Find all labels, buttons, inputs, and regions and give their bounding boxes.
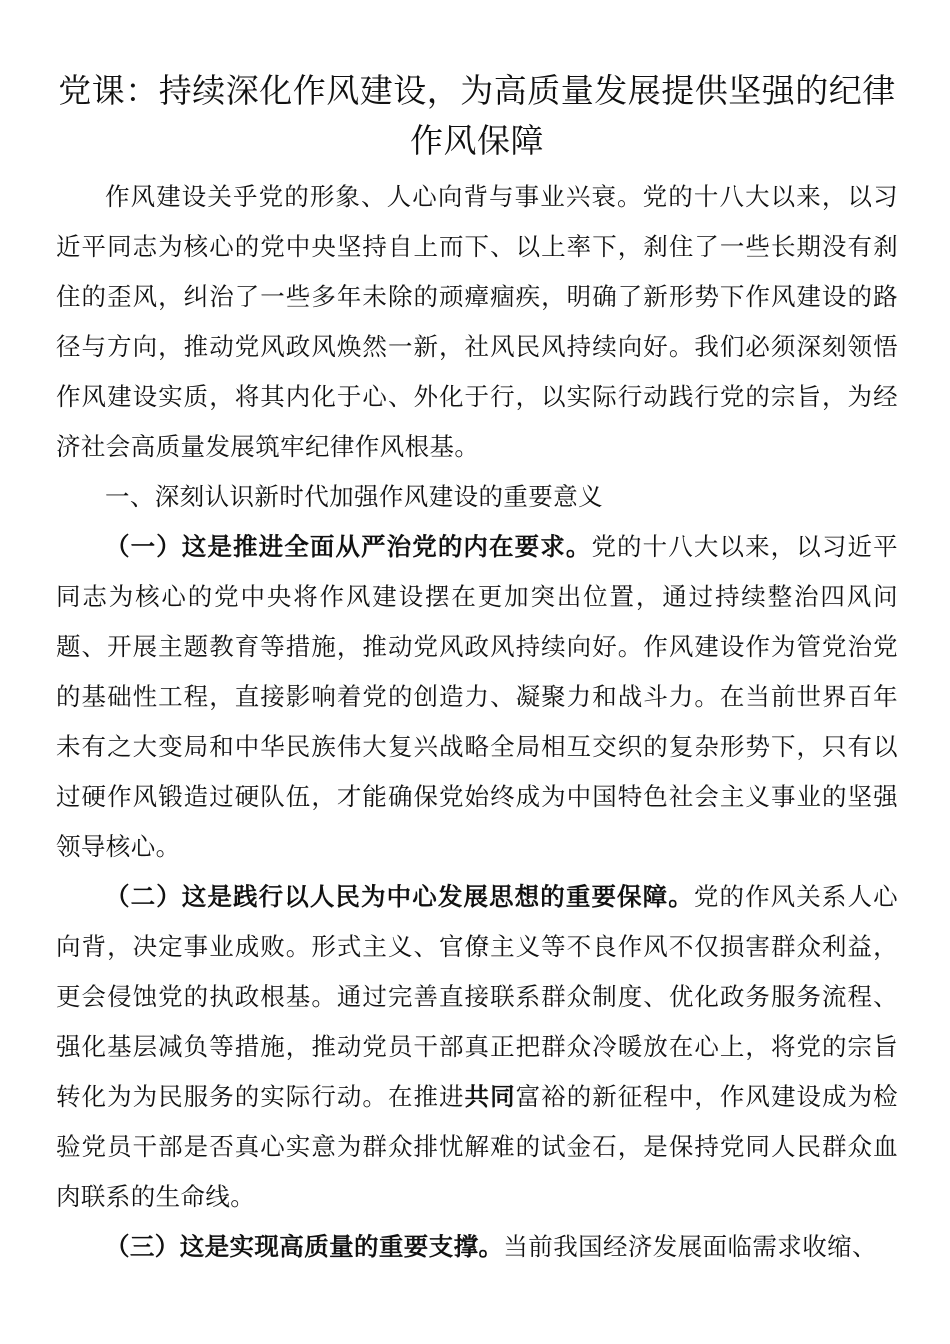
section-heading: 一、深刻认识新时代加强作风建设的重要意义 — [105, 482, 603, 511]
document-title: 党课：持续深化作风建设，为高质量发展提供坚强的纪律作风保障 — [58, 71, 896, 160]
point-1-paragraph — [56, 522, 898, 872]
intro-paragraph: 作风建设关乎党的形象、人心向背与事业兴衰。党的十八大以来，以习近平同志为核心的党中央坚持自上而下、以上率下，刹住了一些长期没有刹住的歪风，纠治了一些多年未除的顽瘴痼疾，明确了新形势下作风建设的路径与方向，推动党风政风焕然一新，社风民风持续向好。我们必须深刻领悟作风建设实质，将其内化于心、外化于行，以实际行动践行党的宗旨，为经济社会高质量发展筑牢纪律作风根基。 — [56, 182, 898, 461]
point-2-paragraph — [56, 872, 898, 1222]
point-3-lead: （三）这是实现高质量的重要支撑。 — [105, 1232, 504, 1261]
point-2-text-b: 富裕的新征程中，作风建设成为检验党员干部是否真心实意为群众排忧解难的试金石，是保持党同人民群众血肉联系的生命线。 — [56, 1082, 898, 1211]
point-1-lead: （一）这是推进全面从严治党的内在要求。 — [105, 532, 592, 561]
document-page — [56, 66, 898, 1272]
point-3-text: 当前我国经济发展面临需求收缩、 — [503, 1232, 877, 1261]
document-body — [56, 172, 898, 1272]
point-2-lead: （二）这是践行以人民为中心发展思想的重要保障。 — [105, 882, 694, 911]
point-1-text: 党的十八大以来，以习近平同志为核心的党中央将作风建设摆在更加突出位置，通过持续整治四风问题、开展主题教育等措施，推动党风政风持续向好。作风建设作为管党治党的基础性工程，直接影响着党的创造力、凝聚力和战斗力。在当前世界百年未有之大变局和中华民族伟大复兴战略全局相互交织的复杂形势下，只有以过硬作风锻造过硬队伍，才能确保党始终成为中国特色社会主义事业的坚强领导核心。 — [56, 532, 898, 861]
point-2-bold-text: 共同 — [464, 1082, 516, 1111]
point-3-paragraph — [56, 1222, 898, 1272]
point-2-text-a: 党的作风关系人心向背，决定事业成败。形式主义、官僚主义等不良作风不仅损害群众利益，更会侵蚀党的执政根基。通过完善直接联系群众制度、优化政务服务流程、强化基层减负等措施，推动党员干部真正把群众冷暖放在心上，将党的宗旨转化为为民服务的实际行动。在推进 — [56, 882, 898, 1111]
